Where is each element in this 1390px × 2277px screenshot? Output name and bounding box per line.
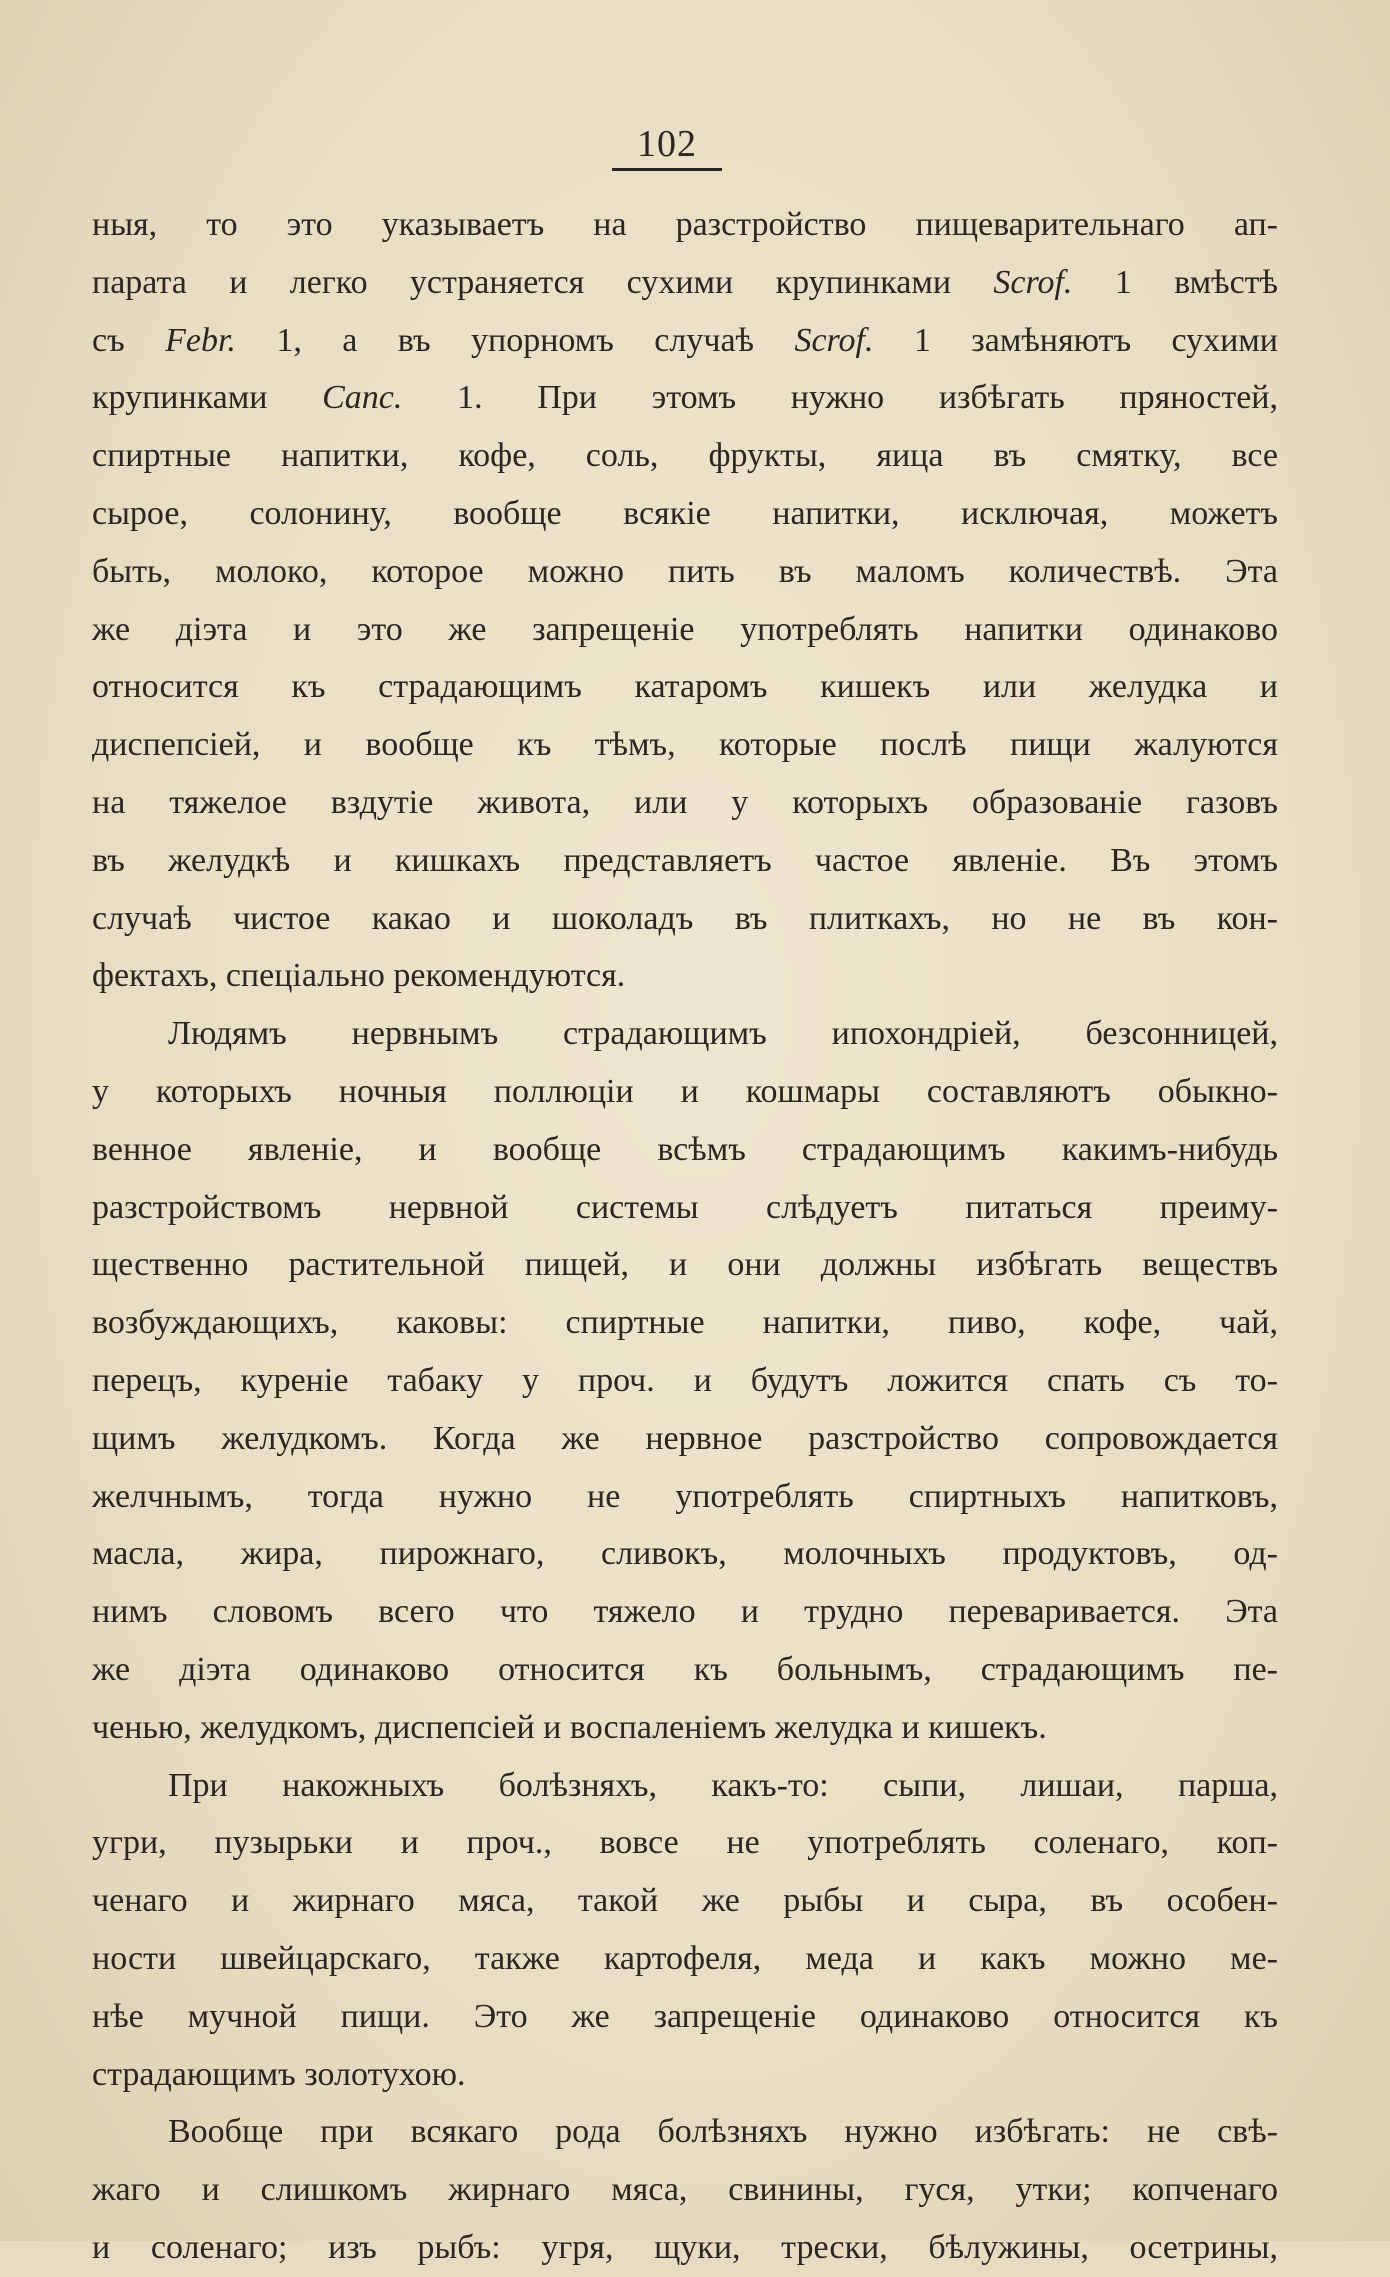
text-line	[92, 1179, 1278, 1237]
italic-abbreviation: Scrof.	[993, 263, 1073, 301]
text-segment: ченаго и жирнаго мяса, такой же рыбы и сыра, въ особен-	[92, 1882, 1278, 1920]
text-line	[92, 1641, 1278, 1699]
page-number: 102	[637, 123, 697, 165]
text-segment: 1 вмѣстѣ	[1072, 263, 1278, 301]
text-line	[92, 2103, 1278, 2161]
text-line	[92, 832, 1278, 890]
text-line	[92, 1872, 1278, 1930]
text-segment: ности швейцарскаго, также картофеля, меда и какъ можно ме-	[92, 1939, 1278, 1977]
text-line	[92, 1121, 1278, 1179]
text-line	[92, 312, 1278, 370]
text-segment: нѣе мучной пищи. Это же запрещеніе одинаково относится къ	[92, 1997, 1278, 2035]
text-segment: на тяжелое вздутіе живота, или у которыхъ образованіе газовъ	[92, 783, 1278, 821]
text-segment: 1. При этомъ нужно избѣгать пряностей,	[402, 379, 1278, 417]
text-segment: желчнымъ, тогда нужно не употреблять спиртныхъ напитковъ,	[92, 1477, 1278, 1515]
text-segment: ныя, то это указываетъ на разстройство пищеварительнаго ап-	[92, 206, 1278, 243]
text-segment: перецъ, куреніе табаку у проч. и будутъ ложится спать съ то-	[92, 1361, 1278, 1399]
text-line	[92, 254, 1278, 312]
text-line	[92, 1468, 1278, 1526]
text-segment: крупинками	[92, 379, 323, 417]
text-line	[92, 774, 1278, 832]
text-segment: спиртные напитки, кофе, соль, фрукты, яица въ смятку, все	[92, 437, 1278, 475]
text-segment: же діэта одинаково относится къ больнымъ, страдающимъ пе-	[92, 1650, 1278, 1688]
text-line	[92, 658, 1278, 716]
text-line	[92, 947, 1278, 1005]
text-segment: 1, а въ упорномъ случаѣ	[235, 321, 795, 359]
text-line	[92, 601, 1278, 659]
text-line	[92, 1410, 1278, 1468]
text-segment: венное явленіе, и вообще всѣмъ страдающимъ какимъ-нибудь	[92, 1130, 1278, 1168]
text-segment: въ желудкѣ и кишкахъ представляетъ частое явленіе. Въ этомъ	[92, 841, 1278, 879]
text-segment: разстройствомъ нервной системы слѣдуетъ питаться преиму-	[92, 1188, 1278, 1226]
text-segment: съ	[92, 321, 166, 359]
text-line	[92, 2219, 1278, 2277]
text-segment: Вообще при всякаго рода болѣзняхъ нужно избѣгать: не свѣ-	[168, 2113, 1278, 2151]
text-line	[92, 1352, 1278, 1410]
text-line	[92, 1005, 1278, 1063]
text-line	[92, 2161, 1278, 2219]
italic-abbreviation: Scrof.	[794, 321, 874, 359]
text-line	[92, 1294, 1278, 1352]
text-segment: у которыхъ ночныя поллюціи и кошмары составляютъ обыкно-	[92, 1072, 1278, 1110]
text-line	[92, 1930, 1278, 1988]
text-line	[92, 1988, 1278, 2046]
text-segment: щественно растительной пищей, и они должны избѣгать веществъ	[92, 1246, 1278, 1284]
text-line	[92, 890, 1278, 948]
text-line	[92, 369, 1278, 427]
text-segment: сырое, солонину, вообще всякіе напитки, исключая, можетъ	[92, 494, 1278, 532]
text-line	[92, 1699, 1278, 1757]
text-segment: 1 замѣняютъ сухими	[873, 321, 1279, 359]
text-segment: угри, пузырьки и проч., вовсе не употреблять соленаго, коп-	[92, 1824, 1278, 1862]
text-line	[92, 1063, 1278, 1121]
text-segment: возбуждающихъ, каковы: спиртные напитки, пиво, кофе, чай,	[92, 1304, 1278, 1342]
text-segment: При накожныхъ болѣзняхъ, какъ-то: сыпи, лишаи, парша,	[168, 1766, 1278, 1804]
text-segment: ченью, желудкомъ, диспепсіей и воспаленіемъ желудка и кишекъ.	[92, 1708, 1047, 1746]
text-line	[92, 1583, 1278, 1641]
text-segment: случаѣ чистое какао и шоколадъ въ плиткахъ, но не въ кон-	[92, 899, 1278, 937]
text-segment: же діэта и это же запрещеніе употреблять напитки одинаково	[92, 610, 1278, 648]
text-line	[92, 196, 1278, 254]
text-segment: относится къ страдающимъ катаромъ кишекъ или желудка и	[92, 668, 1278, 706]
text-segment: масла, жира, пирожнаго, сливокъ, молочныхъ продуктовъ, од-	[92, 1535, 1278, 1573]
text-segment: Людямъ нервнымъ страдающимъ ипохондріей, безсонницей,	[168, 1015, 1278, 1053]
body-text	[92, 196, 1278, 2277]
text-line	[92, 543, 1278, 601]
text-segment: диспепсіей, и вообще къ тѣмъ, которые послѣ пищи жалуются	[92, 726, 1278, 764]
text-line	[92, 427, 1278, 485]
text-segment: быть, молоко, которое можно пить въ маломъ количествѣ. Эта	[92, 552, 1278, 590]
text-segment: нимъ словомъ всего что тяжело и трудно переваривается. Эта	[92, 1593, 1278, 1631]
text-line	[92, 1525, 1278, 1583]
text-segment: фектахъ, спеціально рекомендуются.	[92, 957, 626, 995]
text-segment: жаго и слишкомъ жирнаго мяса, свинины, гуся, утки; копченаго	[92, 2171, 1278, 2209]
text-line	[92, 485, 1278, 543]
text-line	[92, 2046, 1278, 2104]
text-segment: щимъ желудкомъ. Когда же нервное разстройство сопровождается	[92, 1419, 1278, 1457]
text-segment: страдающимъ золотухою.	[92, 2055, 466, 2093]
page-number-rule	[612, 168, 722, 171]
text-line	[92, 1757, 1278, 1815]
text-line	[92, 1236, 1278, 1294]
text-line	[92, 716, 1278, 774]
italic-abbreviation: Febr.	[165, 321, 236, 359]
text-segment: парата и легко устраняется сухими крупинками	[92, 263, 994, 301]
text-line	[92, 1814, 1278, 1872]
italic-abbreviation: Canc.	[322, 379, 403, 417]
text-segment: и соленаго; изъ рыбъ: угря, щуки, трески, бѣлужины, осетрины,	[92, 2228, 1278, 2266]
